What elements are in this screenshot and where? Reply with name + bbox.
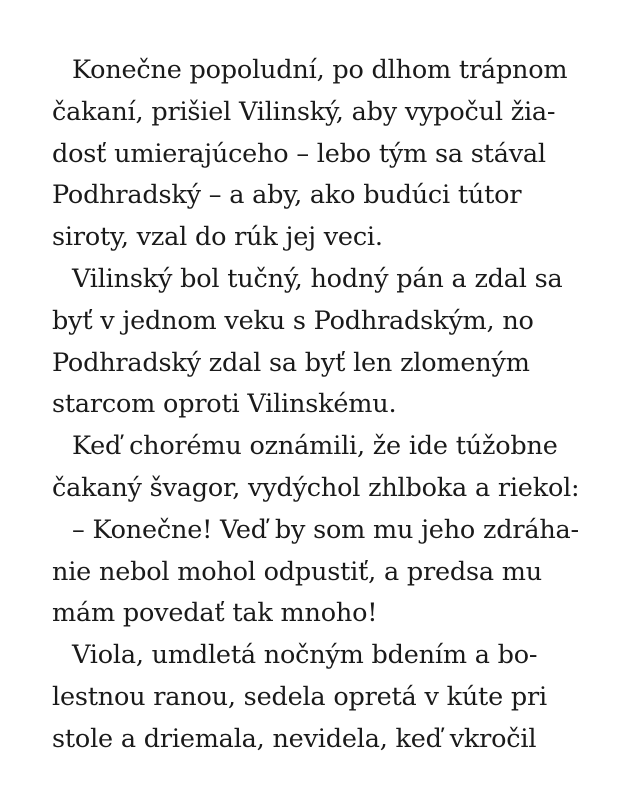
text-line: stole a driemala, nevidela, keď vkročil xyxy=(52,723,537,754)
text-line: nie nebol mohol odpustiť, a predsa mu xyxy=(52,556,542,587)
text-line: dosť umierajúceho – lebo tým sa stával xyxy=(52,138,546,169)
text-line: čakaný švagor, vydýchol zhlboka a riekol: xyxy=(52,472,580,503)
text-line: siroty, vzal do rúk jej veci. xyxy=(52,222,383,253)
text-line: lestnou ranou, sedela opretá v kúte pri xyxy=(52,681,547,712)
text-line: Konečne popoludní, po dlhom trápnom xyxy=(72,55,568,85)
text-line: Keď chorému oznámili, že ide túžobne xyxy=(72,431,558,462)
text-line: Podhradský zdal sa byť len zlomeným xyxy=(52,347,530,378)
text-line: starcom oproti Vilinskému. xyxy=(52,389,397,420)
text-line: čakaní, prišiel Vilinský, aby vypočul žia- xyxy=(52,96,556,127)
text-line: Podhradský – a aby, ako budúci tútor xyxy=(52,180,522,211)
text-line: – Konečne! Veď by som mu jeho zdráha- xyxy=(72,514,579,545)
text-line: Vilinský bol tučný, hodný pán a zdal sa xyxy=(72,263,563,294)
text-line: mám povedať tak mnoho! xyxy=(52,598,378,629)
text-line: Viola, umdletá nočným bdením a bo- xyxy=(72,640,538,671)
text-line: byť v jednom veku s Podhradským, no xyxy=(52,305,534,336)
book-page-text xyxy=(52,50,612,761)
